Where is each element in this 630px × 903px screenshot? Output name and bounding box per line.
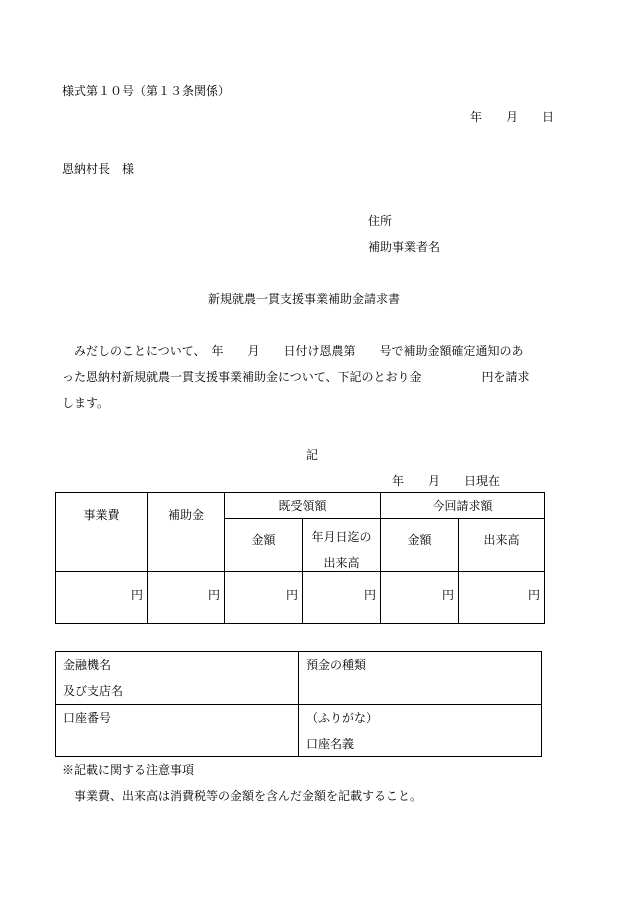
- furigana-label: （ふりがな）: [306, 711, 379, 725]
- account-number-label: 口座番号: [63, 711, 112, 725]
- received-amount-cell[interactable]: 円: [225, 572, 303, 624]
- body-line-1: みだしのことについて、 年 月 日付け恩農第 号で補助金額確定通知のあ: [62, 344, 524, 358]
- ki-label: 記: [306, 448, 319, 462]
- project-cost-cell[interactable]: 円: [56, 572, 148, 624]
- applicant-name-label: 補助事業者名: [368, 240, 441, 254]
- claim-amount-table: [55, 492, 545, 624]
- subsidy-header: 補助金: [148, 493, 225, 572]
- current-progress-cell[interactable]: 円: [459, 572, 545, 624]
- deposit-type-label: 預金の種類: [306, 658, 367, 672]
- received-progress-header-line1: 年月日迄の: [311, 530, 372, 544]
- body-line-3: します。: [62, 396, 110, 410]
- notes-heading: ※記載に関する注意事項: [62, 763, 195, 777]
- received-progress-header-line2: 出来高: [323, 556, 360, 570]
- form-number: 様式第１０号（第１３条関係）: [62, 84, 231, 98]
- bank-label-line2: 及び支店名: [63, 684, 124, 698]
- document-title: 新規就農一貫支援事業補助金請求書: [208, 292, 401, 306]
- account-number-cell[interactable]: [56, 705, 299, 757]
- as-of-date: 年 月 日現在: [392, 474, 501, 488]
- addressee: 恩納村長 様: [62, 162, 135, 176]
- deposit-type-cell[interactable]: [299, 652, 542, 705]
- received-progress-cell[interactable]: 円: [303, 572, 381, 624]
- received-header: 既受領額: [225, 493, 381, 519]
- body-line-2: った恩納村新規就農一貫支援事業補助金について、下記のとおり金 円を請求: [62, 370, 530, 384]
- current-amount-header: 金額: [381, 519, 459, 572]
- date-line: 年 月 日: [469, 110, 554, 124]
- account-name-cell[interactable]: [299, 705, 542, 757]
- bank-branch-cell[interactable]: [56, 652, 299, 705]
- account-name-label: 口座名義: [306, 737, 355, 751]
- current-amount-cell[interactable]: 円: [381, 572, 459, 624]
- bank-label-line1: 金融機名: [63, 658, 112, 672]
- address-label: 住所: [368, 214, 393, 228]
- current-claim-header: 今回請求額: [381, 493, 545, 519]
- received-amount-header: 金額: [225, 519, 303, 572]
- notes-item: 事業費、出来高は消費税等の金額を含んだ金額を記載すること。: [62, 789, 423, 803]
- project-cost-header: 事業費: [56, 493, 148, 572]
- bank-account-table: [55, 651, 542, 757]
- subsidy-cell[interactable]: 円: [148, 572, 225, 624]
- current-progress-header: 出来高: [459, 519, 545, 572]
- received-progress-header: [303, 519, 381, 572]
